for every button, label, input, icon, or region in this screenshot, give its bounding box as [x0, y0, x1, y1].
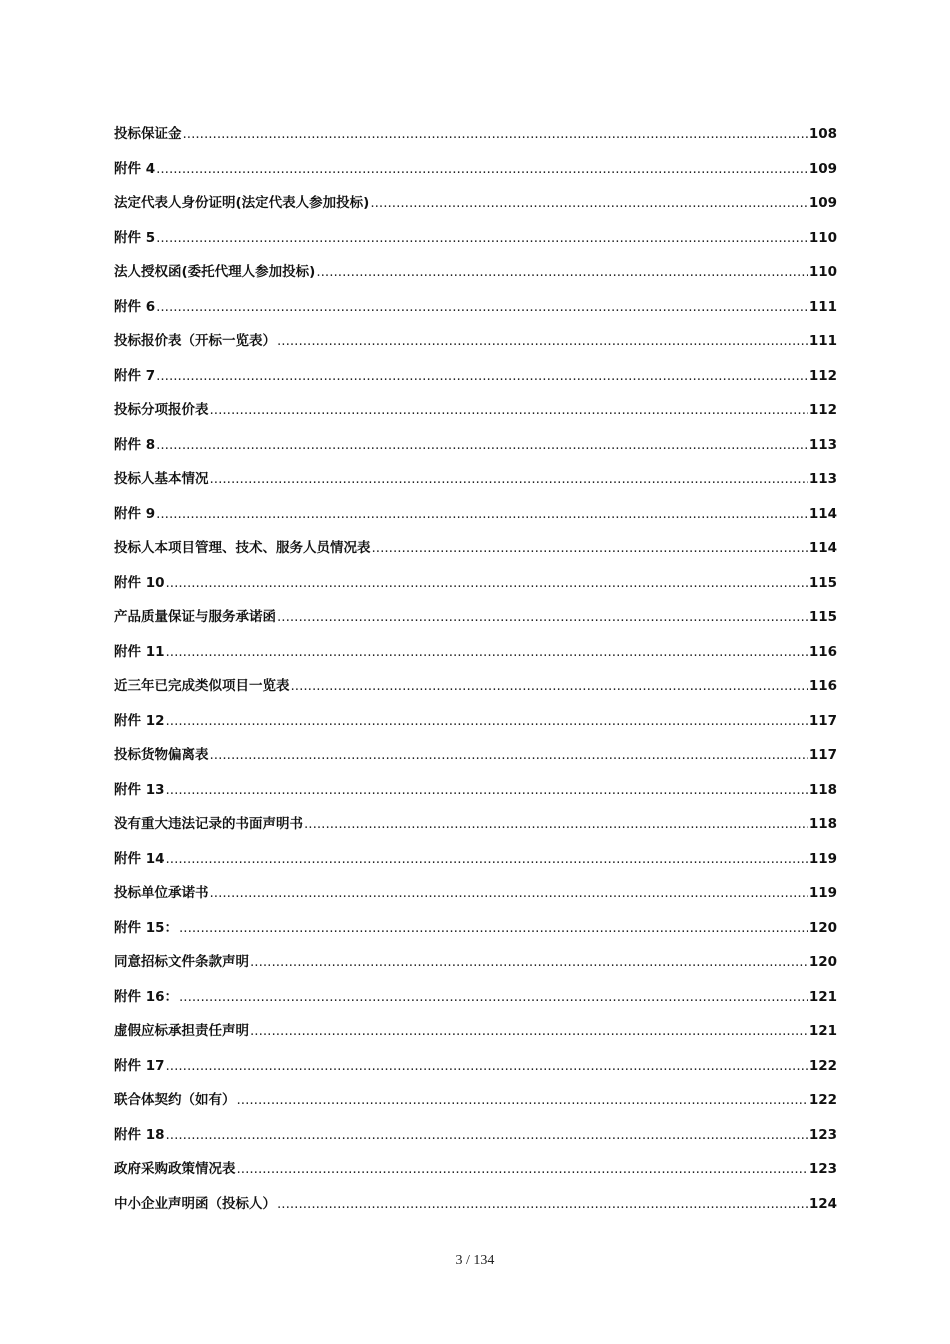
toc-entry[interactable]	[114, 1090, 837, 1125]
toc-entry-page-number: 110	[808, 229, 837, 246]
toc-dot-leader	[210, 469, 808, 489]
toc-entry-page-number: 109	[808, 160, 837, 177]
toc-entry-title: 附件 5	[114, 229, 156, 246]
toc-entry-title: 投标货物偏离表	[114, 747, 209, 763]
toc-entry-page-number: 114	[808, 505, 837, 522]
toc-entry-title: 虚假应标承担责任声明	[114, 1023, 249, 1039]
toc-entry[interactable]	[114, 366, 837, 401]
toc-entry[interactable]	[114, 297, 837, 332]
toc-entry[interactable]	[114, 814, 837, 849]
toc-dot-leader	[156, 504, 808, 524]
toc-entry[interactable]	[114, 228, 837, 263]
toc-entry[interactable]	[114, 1125, 837, 1160]
page-number-footer: 3 / 134	[455, 1253, 495, 1268]
toc-entry-page-number: 109	[808, 195, 837, 211]
toc-entry[interactable]	[114, 1159, 837, 1194]
toc-entry[interactable]	[114, 538, 837, 573]
toc-entry-title: 附件 9	[114, 505, 156, 522]
toc-entry-title: 中小企业声明函（投标人）	[114, 1195, 276, 1212]
toc-entry-page-number: 114	[808, 540, 837, 556]
toc-entry[interactable]	[114, 849, 837, 884]
toc-entry-title: 附件 10	[114, 574, 165, 591]
toc-entry-title: 附件 18	[114, 1126, 165, 1143]
toc-entry-page-number: 108	[808, 126, 837, 142]
toc-entry-page-number: 118	[808, 781, 837, 798]
toc-entry[interactable]	[114, 987, 837, 1022]
toc-entry[interactable]	[114, 607, 837, 642]
toc-dot-leader	[156, 435, 808, 455]
toc-dot-leader	[277, 331, 808, 351]
toc-entry[interactable]	[114, 331, 837, 366]
toc-entry-page-number: 120	[808, 919, 837, 936]
toc-entry-page-number: 110	[808, 264, 837, 280]
toc-entry-page-number: 124	[808, 1195, 837, 1212]
toc-entry-title: 投标保证金	[114, 126, 182, 142]
toc-entry-title: 附件 16：	[114, 988, 178, 1005]
toc-entry-page-number: 111	[808, 333, 837, 349]
toc-entry-title: 产品质量保证与服务承诺函	[114, 609, 276, 625]
toc-entry[interactable]	[114, 780, 837, 815]
toc-entry[interactable]	[114, 883, 837, 918]
toc-entry-title: 附件 14	[114, 850, 165, 867]
toc-dot-leader	[156, 366, 808, 386]
toc-entry-page-number: 122	[808, 1057, 837, 1074]
toc-entry-title: 投标人基本情况	[114, 471, 209, 487]
toc-entry[interactable]	[114, 124, 837, 159]
toc-entry-page-number: 112	[808, 367, 837, 384]
toc-dot-leader	[166, 849, 808, 869]
table-of-contents	[114, 124, 837, 1228]
toc-dot-leader	[277, 1194, 808, 1214]
toc-entry-title: 附件 13	[114, 781, 165, 798]
toc-entry-title: 附件 4	[114, 160, 156, 177]
toc-entry-page-number: 118	[808, 816, 837, 832]
toc-entry-page-number: 116	[808, 643, 837, 660]
toc-entry-title: 近三年已完成类似项目一览表	[114, 678, 290, 694]
toc-dot-leader	[372, 538, 808, 558]
toc-dot-leader	[156, 297, 808, 317]
toc-dot-leader	[166, 573, 808, 593]
toc-dot-leader	[166, 711, 808, 731]
toc-entry-title: 附件 11	[114, 643, 165, 660]
toc-entry[interactable]	[114, 952, 837, 987]
toc-dot-leader	[210, 883, 808, 903]
toc-dot-leader	[166, 780, 808, 800]
toc-entry-title: 没有重大违法记录的书面声明书	[114, 816, 303, 832]
toc-entry-page-number: 113	[808, 436, 837, 453]
toc-entry[interactable]	[114, 676, 837, 711]
toc-entry-title: 附件 6	[114, 298, 156, 315]
toc-entry-title: 法定代表人身份证明(法定代表人参加投标)	[114, 195, 370, 211]
toc-dot-leader	[250, 952, 808, 972]
toc-entry-title: 投标单位承诺书	[114, 885, 209, 901]
toc-entry-title: 政府采购政策情况表	[114, 1161, 236, 1177]
toc-entry[interactable]	[114, 435, 837, 470]
toc-entry[interactable]	[114, 400, 837, 435]
toc-entry[interactable]	[114, 711, 837, 746]
toc-entry-title: 法人授权函(委托代理人参加投标)	[114, 264, 316, 280]
toc-dot-leader	[210, 745, 808, 765]
toc-entry-page-number: 115	[808, 609, 837, 625]
toc-entry[interactable]	[114, 193, 837, 228]
toc-entry-page-number: 122	[808, 1092, 837, 1108]
toc-dot-leader	[370, 193, 807, 213]
toc-entry-page-number: 111	[808, 298, 837, 315]
toc-dot-leader	[237, 1159, 808, 1179]
toc-dot-leader	[166, 642, 808, 662]
toc-entry-page-number: 119	[808, 850, 837, 867]
toc-entry-title: 投标人本项目管理、技术、服务人员情况表	[114, 540, 371, 556]
toc-dot-leader	[183, 124, 808, 144]
toc-dot-leader	[316, 262, 807, 282]
toc-entry-title: 投标分项报价表	[114, 402, 209, 418]
toc-dot-leader	[156, 228, 808, 248]
toc-entry-page-number: 112	[808, 402, 837, 418]
toc-entry-title: 联合体契约（如有）	[114, 1092, 236, 1108]
toc-dot-leader	[277, 607, 808, 627]
toc-entry-page-number: 120	[808, 954, 837, 970]
toc-entry[interactable]	[114, 573, 837, 608]
toc-entry-title: 附件 12	[114, 712, 165, 729]
toc-entry[interactable]	[114, 159, 837, 194]
toc-entry-page-number: 113	[808, 471, 837, 487]
toc-dot-leader	[179, 987, 808, 1007]
toc-entry-title: 附件 7	[114, 367, 156, 384]
toc-dot-leader	[304, 814, 808, 834]
toc-entry[interactable]	[114, 262, 837, 297]
toc-entry-page-number: 117	[808, 747, 837, 763]
toc-entry-page-number: 123	[808, 1161, 837, 1177]
toc-entry[interactable]	[114, 504, 837, 539]
toc-entry-title: 附件 8	[114, 436, 156, 453]
toc-entry[interactable]	[114, 918, 837, 953]
toc-dot-leader	[166, 1056, 808, 1076]
toc-dot-leader	[179, 918, 808, 938]
toc-dot-leader	[156, 159, 808, 179]
toc-dot-leader	[250, 1021, 808, 1041]
toc-entry-title: 附件 15：	[114, 919, 178, 936]
toc-entry-title: 投标报价表（开标一览表）	[114, 333, 276, 349]
toc-entry-page-number: 123	[808, 1126, 837, 1143]
toc-dot-leader	[291, 676, 808, 696]
toc-entry-page-number: 116	[808, 678, 837, 694]
toc-entry[interactable]	[114, 1021, 837, 1056]
toc-dot-leader	[166, 1125, 808, 1145]
toc-entry[interactable]	[114, 1056, 837, 1091]
toc-dot-leader	[210, 400, 808, 420]
toc-entry-title: 附件 17	[114, 1057, 165, 1074]
toc-entry-page-number: 121	[808, 1023, 837, 1039]
toc-entry[interactable]	[114, 1194, 837, 1229]
toc-entry-page-number: 121	[808, 988, 837, 1005]
toc-entry-page-number: 119	[808, 885, 837, 901]
toc-entry-page-number: 115	[808, 574, 837, 591]
toc-entry[interactable]	[114, 745, 837, 780]
toc-dot-leader	[237, 1090, 808, 1110]
toc-entry[interactable]	[114, 469, 837, 504]
toc-entry-title: 同意招标文件条款声明	[114, 954, 249, 970]
toc-entry[interactable]	[114, 642, 837, 677]
toc-entry-page-number: 117	[808, 712, 837, 729]
